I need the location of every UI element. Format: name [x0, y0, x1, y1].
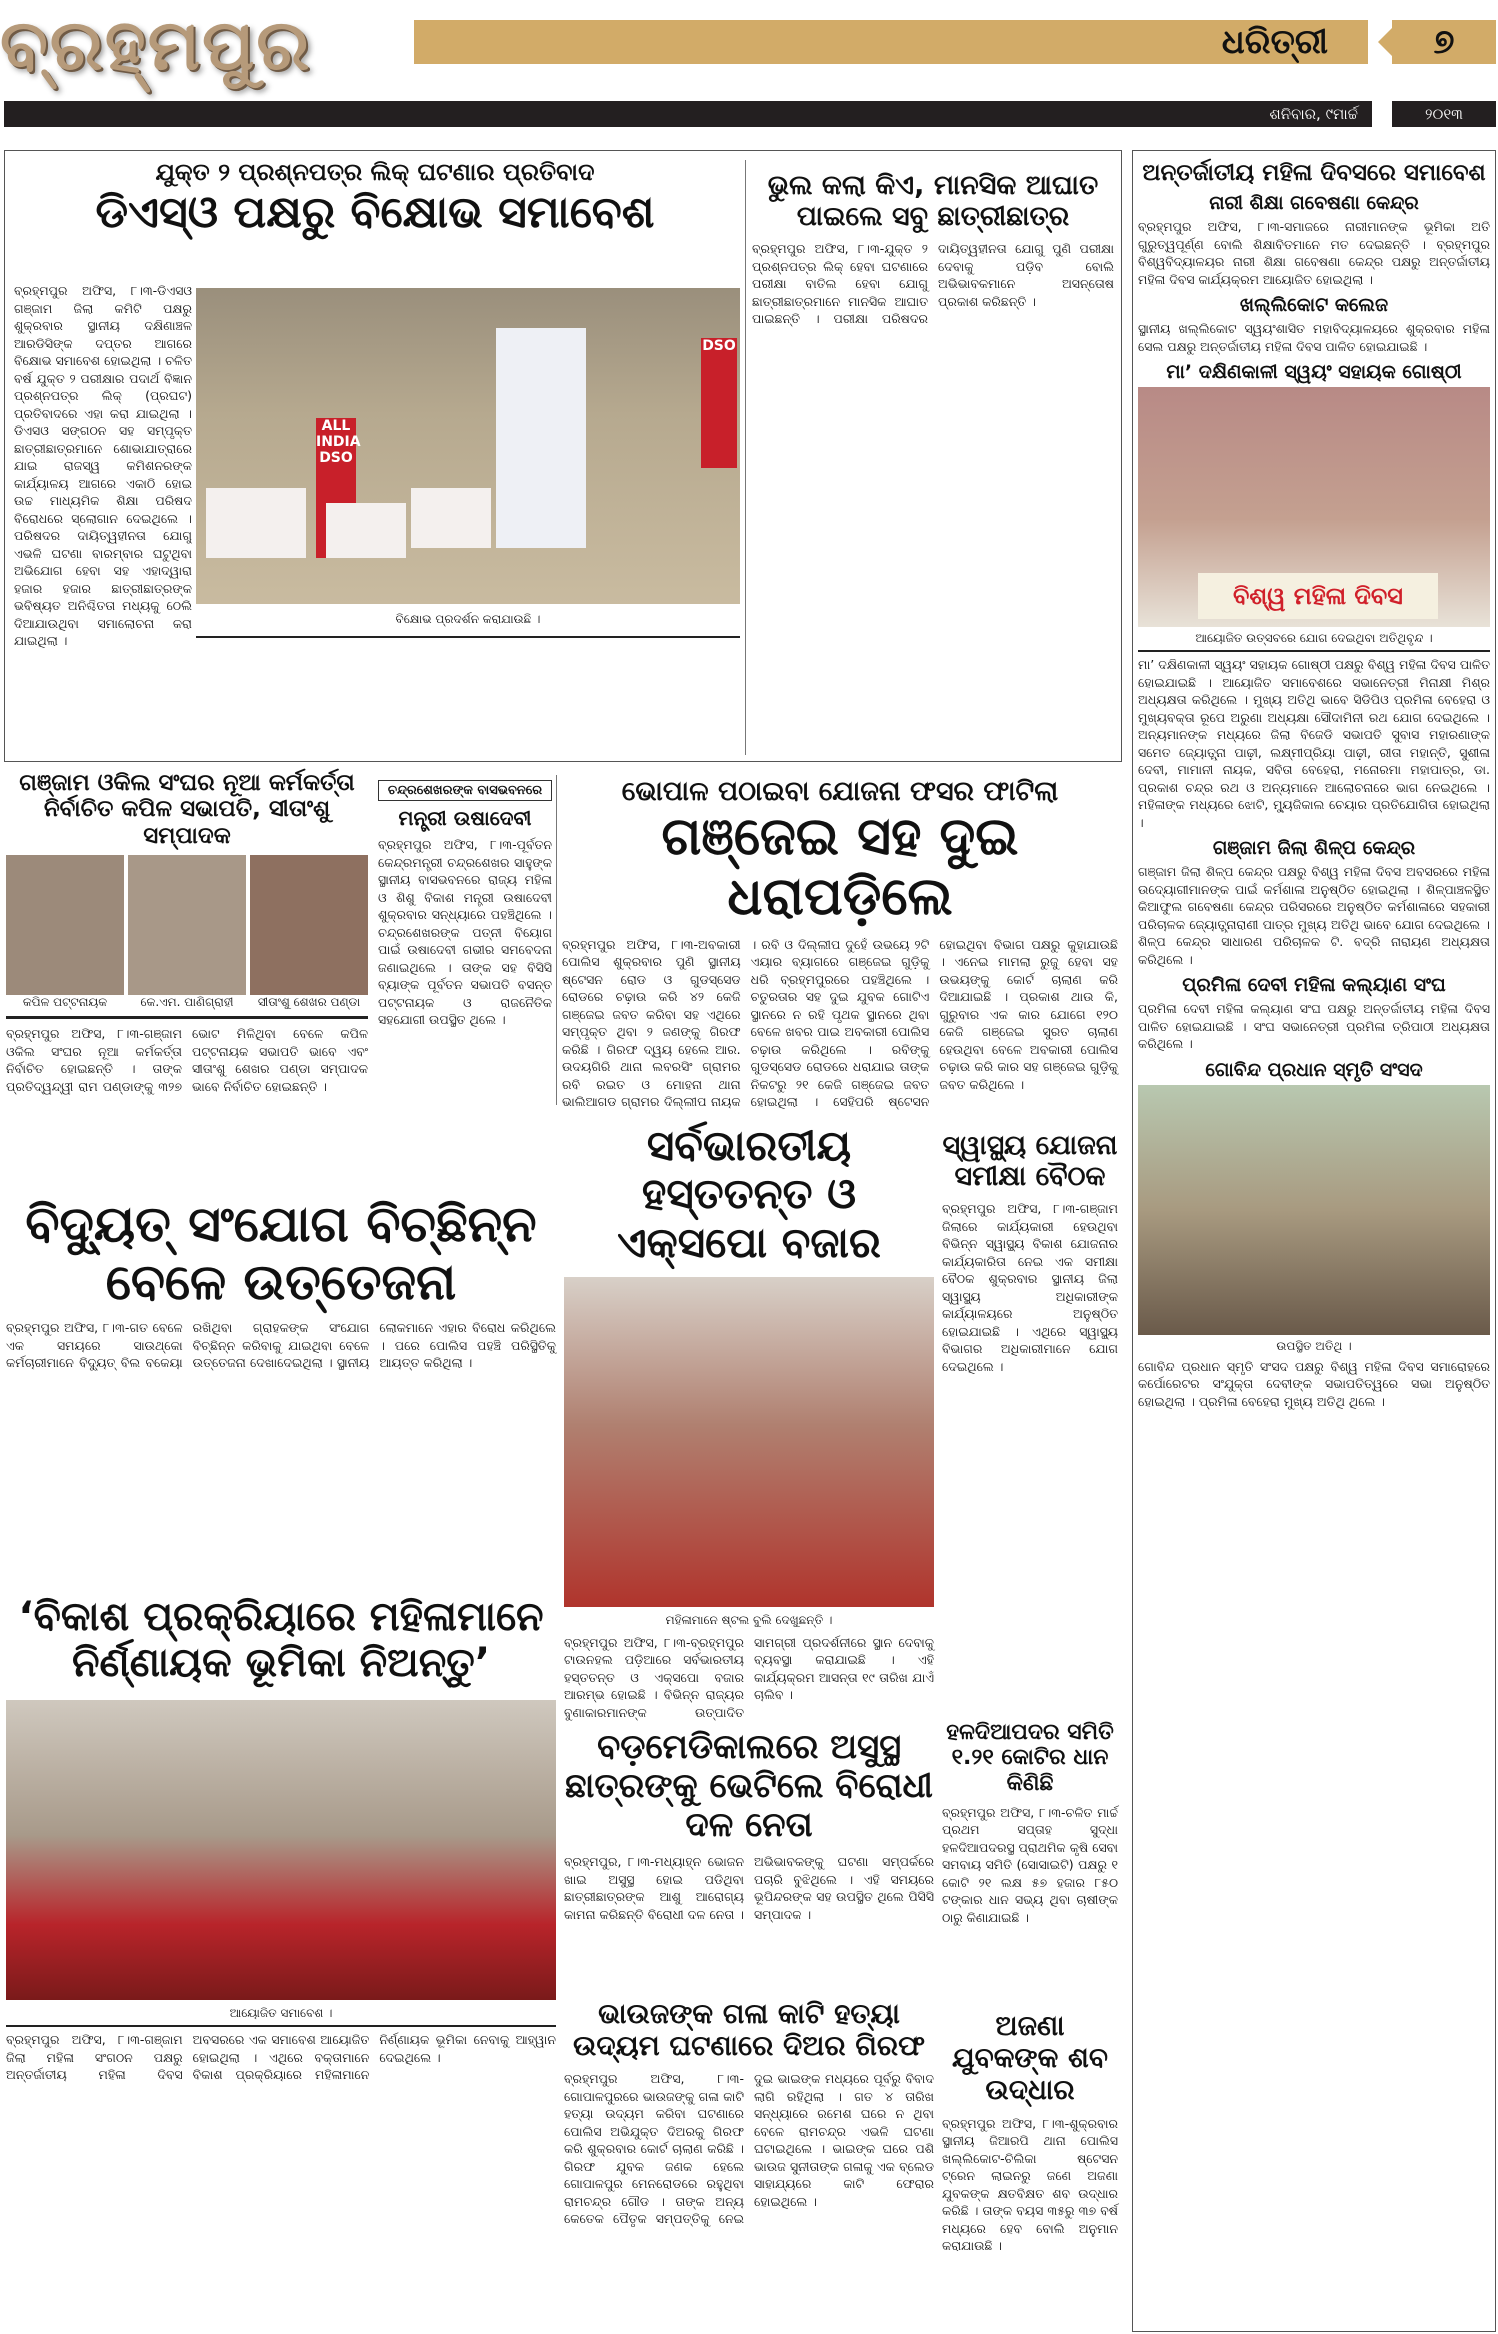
date-bar	[4, 101, 1372, 127]
kicker: ଭୋପାଳ ପଠାଇବା ଯୋଜନା ଫସର ଫାଟିଲା	[621, 776, 1059, 807]
section-body: ସ୍ଥାନୀୟ ଖଲ୍ଲିକୋଟ ସ୍ୱୟଂଶାସିତ ମହାବିଦ୍ୟାଳୟରେ ଶୁକ୍ରବାର ମହିଳା ସେଲ ପକ୍ଷରୁ ଅନ୍ତର୍ଜାତୀୟ ମହିଳା ଦିବସ ପାଳିତ ହୋଇଯାଇଛି ।	[1138, 321, 1490, 354]
story-development	[6, 1594, 556, 2084]
section-title: ଖଲ୍ଲିକୋଟ କଲେଜ	[1239, 294, 1389, 317]
section-title: ପ୍ରମିଳା ଦେବୀ ମହିଳା କଲ୍ୟାଣ ସଂଘ	[1182, 974, 1446, 997]
story-body-found	[942, 2010, 1118, 2255]
story-expo	[564, 1122, 934, 1721]
section-body: ଗୋବିନ୍ଦ ପ୍ରଧାନ ସ୍ମୃତି ସଂସଦ ପକ୍ଷରୁ ବିଶ୍ୱ ମହିଳା ଦିବସ ସମାରୋହରେ କର୍ପୋରେଟର ସଂଯୁକ୍ତା ଦେବୀଙ୍କ ସଭାପତିତ୍ୱରେ ସଭା ଅନୁଷ୍ଠିତ ହୋଇଥିଲା । ପ୍ରମିଳା ବେହେରା ମୁଖ୍ୟ ଅତିଥି ଥିଲେ ।	[1138, 1358, 1490, 1409]
story-health	[942, 1130, 1118, 1375]
section-name: ଧରିତ୍ରୀ	[1221, 22, 1328, 62]
headline: ମନ୍ତ୍ରୀ ଉଷାଦେବୀ	[398, 806, 532, 830]
divider	[196, 636, 740, 638]
placard	[206, 488, 306, 558]
portrait-photo	[6, 855, 124, 995]
placard	[326, 503, 406, 558]
section-body: ପ୍ରମିଳା ଦେବୀ ମହିଳା କଲ୍ୟାଣ ସଂଘ ପକ୍ଷରୁ ଅନ୍ତର୍ଜାତୀୟ ମହିଳା ଦିବସ ପାଳିତ ହୋଇଯାଇଛି । ସଂଘ ସଭାନେତ୍ରୀ ପ୍ରମିଳା ତ୍ରିପାଠୀ ଅଧ୍ୟକ୍ଷତା କରିଥିଲେ ।	[1138, 1001, 1490, 1052]
story-power	[6, 1196, 556, 1372]
section-title: ଗଞ୍ଜାମ ଜିଲା ଶିଳ୍ପ କେନ୍ଦ୍ର	[1212, 837, 1416, 860]
meeting-photo	[6, 1700, 556, 2000]
story-body: ବ୍ରହ୍ମପୁର ଅଫିସ, ୮।୩-ଶୁକ୍ରବାର ସ୍ଥାନୀୟ ଜିଆରପି ଥାନା ପୋଲିସ ଖଲ୍ଲିକୋଟ-ଚିଲିକା ଷ୍ଟେସନ ଟ୍ରେନ ଲାଇନରୁ ଜଣେ ଅଜଣା ଯୁବକଙ୍କ କ୍ଷତବିକ୍ଷତ ଶବ ଉଦ୍ଧାର କରିଛି । ତାଙ୍କ ବୟସ ୩୫ରୁ ୩୭ ବର୍ଷ ମଧ୍ୟରେ ହେବ ବୋଲି ଅନୁମାନ କରାଯାଉଛି ।	[942, 2115, 1118, 2254]
headline: ‘ବିକାଶ ପ୍ରକ୍ରିୟାରେ ମହିଳାମାନେ ନିର୍ଣ୍ଣାୟକ ଭୂମିକା ନିଅନ୍ତୁ’	[18, 1594, 544, 1686]
story-body: ବ୍ରହ୍ମପୁର ଅଫିସ, ୮।୩-ଗଞ୍ଜାମ ଓକିଲ ସଂଘର ନୂଆ କର୍ମକର୍ତ୍ତା ନିର୍ବାଚିତ ହୋଇଛନ୍ତି । ତାଙ୍କ ପ୍ରତିଦ୍ୱନ୍ଦ୍ୱୀ ରାମ ପଣ୍ଡାଙ୍କୁ ୩୨୭ ଭୋଟ ମିଳିଥିବା ବେଳେ କପିଳ ପଟ୍ଟନାୟକ ସଭାପତି ଭାବେ ଏବଂ ସୀତାଂଶୁ ଶେଖର ପଣ୍ଡା ସମ୍ପାଦକ ଭାବେ ନିର୍ବାଚିତ ହୋଇଛନ୍ତି ।	[6, 1026, 368, 1094]
story-paddy	[942, 1720, 1118, 1926]
headline: ସର୍ବଭାରତୀୟ ହସ୍ତତନ୍ତ ଓ ଏକ୍ସପୋ ବଜାର	[617, 1121, 881, 1267]
story-body: ବ୍ରହ୍ମପୁର ଅଫିସ, ୮।୩-ଅବକାରୀ ପୋଲିସ ଶୁକ୍ରବାର ପୁଣି ସ୍ଥାନୀୟ ଷ୍ଟେସନ ରୋଡ ଓ ଗୁଡସ୍‌ସେଡ ରୋଡରେ ଚଢ଼ାଉ କରି ୪୨ କେଜି ଗଞ୍ଜେଇ ଜବତ କରିବା ସହ ଏଥିରେ ସମ୍ପୃକ୍ତ ଥିବା ୨ ଜଣଙ୍କୁ ଗିରଫ କରିଛି । ଗିରଫ ଦ୍ୱୟ ହେଲେ ଆର. ଉଦୟଗିରି ଥାନା ଲବରସିଂ ଗ୍ରାମର ରବି ରଇତ ଓ ମୋହନା ଥାନା ଭାଲିଆଗଡ ଗ୍ରାମର ଦିଲ୍ଲୀପ ନାୟକ । ରବି ଓ ଦିଲ୍ଲୀପ ଦୁହେଁ ଉଭୟେ ୨ଟି ଏୟାର ବ୍ୟାଗରେ ଗଞ୍ଜେଇ ଗୁଡ଼ିକୁ ଧରି ବ୍ରହ୍ମପୁରରେ ପହଞ୍ଚିଥିଲେ । ଚତୁରତାର ସହ ଦୁଇ ଯୁବକ ଗୋଟିଏ ସ୍ଥାନରେ ନ ରହି ପୃଥକ ସ୍ଥାନରେ ଥିବା ବେଳେ ଖବର ପାଇ ଅବକାରୀ ପୋଲିସ ଚଢ଼ାଉ କରିଥିଲେ । ରବିଙ୍କୁ ଗୁଡସ୍‌ସେଡ ରୋଡରେ ଧରାଯାଇ ତାଙ୍କ ନିକଟରୁ ୨୧ କେଜି ଗଞ୍ଜେଇ ଜବତ ହୋଇଥିଲା । ସେହିପରି ଷ୍ଟେସନ ହୋଇଥିବା ବିଭାଗ ପକ୍ଷରୁ କୁହାଯାଉଛି । ଏନେଇ ମାମଲା ରୁଜୁ ହେବା ସହ ଉଭୟଙ୍କୁ କୋର୍ଟ ଚାଲାଣ କରି ଦିଆଯାଇଛି । ପ୍ରକାଶ ଥାଉ କି, ଗୁରୁବାର ଏକ କାର ଯୋଗେ ୧୨୦ କେଜି ଗଞ୍ଜେଇ ସୁରତ ଚାଲାଣ ହେଉଥିବା ବେଳେ ଅବକାରୀ ପୋଲିସ ଚଢ଼ାଉ କରି କାର ସହ ଗଞ୍ଜେଇ ଗୁଡ଼ିକୁ ଜବତ କରିଥିଲେ ।	[562, 936, 1118, 1110]
story-body: ବ୍ରହ୍ମପୁର ଅଫିସ, ୮।୩-ପୂର୍ବତନ କେନ୍ଦ୍ରମନ୍ତ୍ରୀ ଚନ୍ଦ୍ରଶେଖର ସାହୁଙ୍କ ସ୍ଥାନୀୟ ବାସଭବନରେ ରାଜ୍ୟ ମହିଳା ଓ ଶିଶୁ ବିକାଶ ମନ୍ତ୍ରୀ ଉଷାଦେବୀ ଶୁକ୍ରବାର ସନ୍ଧ୍ୟାରେ ପହଞ୍ଚିଥିଲେ । ଚନ୍ଦ୍ରଶେଖରଙ୍କ ପତ୍ନୀ ବିୟୋଗ ପାଇଁ ଉଷାଦେବୀ ଗଭୀର ସମବେଦନା ଜଣାଇଥିଲେ । ତାଙ୍କ ସହ ବିସିସି ବ୍ୟାଙ୍କ ପୂର୍ବତନ ସଭାପତି ବସନ୍ତ ପଟ୍ଟନାୟକ ଓ ରାଜନୈତିକ ସହଯୋଗୀ ଉପସ୍ଥିତ ଥିଲେ ।	[378, 837, 552, 1027]
story-body: ବ୍ରହ୍ମପୁର ଅଫିସ, ୮।୩-ଗଞ୍ଜାମ ଜିଲା ମହିଳା ସଂଗଠନ ପକ୍ଷରୁ ଅନ୍ତର୍ଜାତୀୟ ମହିଳା ଦିବସ ଅବସରରେ ଏକ ସମାବେଶ ଆୟୋଜିତ ହୋଇଥିଲା । ଏଥିରେ ବକ୍ତାମାନେ ବିକାଶ ପ୍ରକ୍ରିୟାରେ ମହିଳାମାନେ ନିର୍ଣ୍ଣାୟକ ଭୂମିକା ନେବାକୁ ଆହ୍ୱାନ ଦେଇଥିଲେ ।	[6, 2032, 556, 2082]
effigy	[496, 328, 586, 548]
story-mistake	[752, 170, 1114, 328]
event-photo	[1138, 1085, 1490, 1335]
section-banner	[414, 20, 1368, 64]
divider	[1138, 650, 1490, 652]
placard	[411, 488, 491, 548]
section-body: ମା’ ଦକ୍ଷିଣକାଳୀ ସ୍ୱୟଂ ସହାୟକ ଗୋଷ୍ଠୀ ପକ୍ଷରୁ ବିଶ୍ୱ ମହିଳା ଦିବସ ପାଳିତ ହୋଇଯାଇଛି । ଆୟୋଜିତ ସମାବେଶରେ ସଭାନେତ୍ରୀ ମିନାକ୍ଷୀ ମିଶ୍ର ଅଧ୍ୟକ୍ଷତା କରିଥିଲେ । ମୁଖ୍ୟ ଅତିଥି ଭାବେ ସିଡିପିଓ ପ୍ରମିଳା ବେହେରା ଓ ମୁଖ୍ୟବକ୍ତା ରୂପେ ଅରୁଣା ଅଧ୍ୟକ୍ଷା ସୌଦାମିନୀ ରଥ ଯୋଗ ଦେଇଥିଲେ । ଅନ୍ୟମାନଙ୍କ ମଧ୍ୟରେ ଜିଲା ବିଜେଡି ସଭାପତି ସୁବାସ ମହାରଣାଙ୍କ ସମେତ ଜ୍ୟୋତ୍ସ୍ନା ପାଢ଼ୀ, ଲକ୍ଷ୍ମୀପ୍ରିୟା ପାଢ଼ୀ, ରୀତା ମହାନ୍ତି, ସୁଶୀଳା ଦେବୀ, ମାମାନୀ ନାୟକ, ସବିତା ବେହେରା, ମନୋରମା ମହାପାତ୍ର, ଡା. ପ୍ରକାଶ ଚନ୍ଦ୍ର ରଥ ଓ ଅନ୍ୟମାନେ ଆଲୋଚନାରେ ଭାଗ ନେଇଥିଲେ । ମହିଳାଙ୍କ ମଧ୍ୟରେ ଝୋଟି, ମ୍ୟୁଜିକାଲ ଚେୟାର ପ୍ରତିଯୋଗିତା ହୋଇଥିଲା ।	[1138, 657, 1490, 830]
placard: ALL INDIA DSO	[316, 418, 356, 558]
portrait-photo	[250, 855, 368, 995]
headline: ଭାଉଜଙ୍କ ଗଳା କାଟି ହତ୍ୟା ଉଦ୍ୟମ ଘଟଣାରେ ଦିଅର ଗିରଫ	[573, 1997, 925, 2063]
page-number: ୭	[1392, 20, 1496, 64]
photo-caption: ଆୟୋଜିତ ସମାବେଶ ।	[229, 2006, 333, 2020]
headline: ଗଞ୍ଜାମ ଓକିଲ ସଂଘର ନୂଆ କର୍ମକର୍ତ୍ତା ନିର୍ବାଚିତ କପିଳ ସଭାପତି, ସୀତାଂଶୁ ସମ୍ପାଦକ	[19, 770, 355, 849]
photo-caption: ଉପସ୍ଥିତ ଅତିଥି ।	[1276, 1338, 1352, 1353]
portrait-photo	[128, 855, 246, 995]
story-lawyers	[6, 770, 368, 1095]
story-ganja	[562, 776, 1118, 1111]
story-body: ବ୍ରହ୍ମପୁର ଅଫିସ, ୮।୩-ଚଳିତ ମାର୍ଚ୍ଚ ପ୍ରଥମ ସପ୍ତାହ ସୁଦ୍ଧା ହଳଦିଆପଦରସ୍ଥ ପ୍ରାଥମିକ କୃଷି ସେବା ସମବାୟ ସମିତି (ସୋସାଇଟି) ପକ୍ଷରୁ ୧ କୋଟି ୨୧ ଲକ୍ଷ ୫୭ ହଜାର ୮୫୦ ଟଙ୍କାର ଧାନ ସଭ୍ୟ ଥିବା ଚାଷୀଙ୍କ ଠାରୁ କିଣାଯାଇଛି ।	[942, 1804, 1118, 1925]
event-banner: ବିଶ୍ୱ ମହିଳା ଦିବସ	[1198, 573, 1438, 619]
headline: ଭୁଲ କଲା କିଏ, ମାନସିକ ଆଘାତ ପାଇଲେ ସବୁ ଛାତ୍ରୀଛାତ୍ର	[767, 170, 1099, 233]
story-body: ବ୍ରହ୍ମପୁର ଅଫିସ, ୮।୩- ଗୋପାଳପୁରରେ ଭାଉଜଙ୍କୁ ଗଳା କାଟି ହତ୍ୟା ଉଦ୍ୟମ କରିବା ଘଟଣାରେ ପୋଲିସ ଅଭିଯୁକ୍ତ ଦିଅରକୁ ଗିରଫ କରି ଶୁକ୍ରବାର କୋର୍ଟ ଚାଲାଣ କରିଛି । ଗିରଫ ଯୁବକ ଜଣକ ହେଲେ ଗୋପାଳପୁର ମେନରୋଡରେ ରହୁଥିବା ରାମଚନ୍ଦ୍ର ଗୌଡ । ତାଙ୍କ ଅନ୍ୟ କେତେକ ପୈତୃକ ସମ୍ପତ୍ତିକୁ ନେଇ ଦୁଇ ଭାଇଙ୍କ ମଧ୍ୟରେ ପୂର୍ବରୁ ବିବାଦ ଲାଗି ରହିଥିଲା । ଗତ ୪ ତାରିଖ ସନ୍ଧ୍ୟାରେ ରମେଶ ଘରେ ନ ଥିବା ବେଳେ ରାମଚନ୍ଦ୍ର ଏଭଳି ଘଟଣା ଘଟାଇଥିଲେ । ଭାଇଙ୍କ ଘରେ ପଶି ଭାଉଜ ସୁନୀତାଙ୍କ ଗଳାକୁ ଏକ ବ୍ଲେଡ ସାହାଯ୍ୟରେ କାଟି ଫେରାର ହୋଇଥିଲେ ।	[564, 2071, 934, 2227]
story-body: ବ୍ରହ୍ମପୁର ଅଫିସ, ୮।୩-ବ୍ରହ୍ମପୁର ଟାଉନହଲ ପଡ଼ିଆରେ ସର୍ବଭାରତୀୟ ହସ୍ତତନ୍ତ ଓ ଏକ୍ସପୋ ବଜାର ଆରମ୍ଭ ହୋଇଛି । ବିଭିନ୍ନ ରାଜ୍ୟର ବୁଣାକାରମାନଙ୍କ ଉତ୍ପାଦିତ ସାମଗ୍ରୀ ପ୍ରଦର୍ଶନୀରେ ସ୍ଥାନ ଦେବାକୁ ବ୍ୟବସ୍ଥା କରାଯାଇଛି । ଏହି କାର୍ଯ୍ୟକ୍ରମ ଆସନ୍ତା ୧୯ ତାରିଖ ଯାଏଁ ଚାଲିବ ।	[564, 1634, 934, 1720]
story-minister	[378, 780, 552, 1029]
expo-photo	[564, 1277, 934, 1607]
photo-caption: ଆୟୋଜିତ ଉତ୍ସବରେ ଯୋଗ ଦେଇଥିବା ଅତିଥିବୃନ୍ଦ ।	[1195, 631, 1433, 646]
sidebar-headline: ଅନ୍ତର୍ଜାତୀୟ ମହିଳା ଦିବସରେ ସମାବେଶ	[1142, 160, 1486, 186]
story-body: ବ୍ରହ୍ମପୁର, ୮।୩-ମଧ୍ୟାହ୍ନ ଭୋଜନ ଖାଇ ଅସୁସ୍ଥ ହୋଇ ପଡିଥିବା ଛାତ୍ରୀଛାତ୍ରଙ୍କ ଆଶୁ ଆରୋଗ୍ୟ କାମନା କରିଛନ୍ତି ବିରୋଧୀ ଦଳ ନେତା । ଅଭିଭାବକଙ୍କୁ ଘଟଣା ସମ୍ପର୍କରେ ପଚାରି ବୁଝିଥିଲେ । ଏହି ସମୟରେ ଭୂପିନ୍ଦରଙ୍କ ସହ ଉପସ୍ଥିତ ଥିଲେ ପିସିସି ସମ୍ପାଦକ ।	[564, 1854, 934, 1922]
photo-caption: ବିକ୍ଷୋଭ ପ୍ରଦର୍ଶନ କରାଯାଉଛି ।	[395, 612, 541, 626]
protest-photo	[196, 288, 740, 604]
headline: ବଡ଼ମେଡିକାଲରେ ଅସୁସ୍ଥ ଛାତ୍ରଙ୍କୁ ଭେଟିଲେ ବିରୋଧୀ ଦଳ ନେତା	[565, 1727, 933, 1846]
column-divider	[745, 160, 746, 755]
section-body: ଗଞ୍ଜାମ ଜିଲା ଶିଳ୍ପ କେନ୍ଦ୍ର ପକ୍ଷରୁ ବିଶ୍ୱ ମହିଳା ଦିବସ ଅବସରରେ ମହିଳା ଉଦ୍ୟୋଗୀମାନଙ୍କ ପାଇଁ କର୍ମଶାଳା ଅନୁଷ୍ଠିତ ହୋଇଥିଲା । ଶିଳ୍ପାଞ୍ଚଳସ୍ଥିତ କିଆଫୁଲ ଗବେଷଣା କେନ୍ଦ୍ର ପରିସରରେ ଅନୁଷ୍ଠିତ କର୍ମଶାଳାରେ ସହକାରୀ ପରିଚାଳକ ଜ୍ୟୋତ୍ସ୍ନାରାଣୀ ପାତ୍ର ମୁଖ୍ୟ ଅତିଥି ଭାବେ ଯୋଗ ଦେଇଥିଲେ । ଶିଳ୍ପ କେନ୍ଦ୍ର ସାଧାରଣ ପରିଚାଳକ ଟି. ବଦ୍ରି ନାରାୟଣ ଅଧ୍ୟକ୍ଷତା କରିଥିଲେ ।	[1138, 864, 1490, 967]
divider	[6, 2025, 556, 2027]
divider	[6, 1016, 368, 1019]
year: ୨୦୧୩	[1392, 101, 1496, 127]
portrait: କେ.ଏମ. ପାଣିଗ୍ରାହୀ	[128, 855, 246, 1010]
headline: ବିଦ୍ୟୁତ୍ ସଂଯୋଗ ବିଚ୍ଛିନ୍ନ ବେଳେ ଉତ୍ତେଜନା	[25, 1195, 537, 1311]
date: ଶନିବାର, ୯ମାର୍ଚ୍ଚ	[1269, 105, 1358, 123]
section-title: ମା’ ଦକ୍ଷିଣକାଳୀ ସ୍ୱୟଂ ସହାୟକ ଗୋଷ୍ଠୀ	[1166, 361, 1462, 384]
story-medical	[564, 1728, 934, 1923]
column-divider	[556, 775, 557, 1105]
portrait-row	[6, 855, 368, 1010]
story-body: ବ୍ରହ୍ମପୁର ଅଫିସ, ୮।୩-ଗତ ବେଳେ ଏକ ସମୟରେ ସାଉଥ୍‌କୋ କର୍ମଚାରୀମାନେ ବିଦ୍ୟୁତ୍ ବିଲ ବକେୟା ରଖିଥିବା ଗ୍ରାହକଙ୍କ ସଂଯୋଗ ବିଚ୍ଛିନ୍ନ କରିବାକୁ ଯାଇଥିବା ବେଳେ ଉତ୍ତେଜନା ଦେଖାଦେଇଥିଲା । ସ୍ଥାନୀୟ ଲୋକମାନେ ଏହାର ବିରୋଧ କରିଥିଲେ । ପରେ ପୋଲିସ ପହଞ୍ଚି ପରିସ୍ଥିତିକୁ ଆୟତ୍ତ କରିଥିଲା ।	[6, 1320, 556, 1370]
section-title: ନାରୀ ଶିକ୍ଷା ଗବେଷଣା କେନ୍ଦ୍ର	[1209, 192, 1419, 215]
kicker: ଯୁକ୍ତ ୨ ପ୍ରଶ୍ନପତ୍ର ଲିକ୍ ଘଟଣାର ପ୍ରତିବାଦ	[155, 158, 595, 186]
portrait: ସୀତାଂଶୁ ଶେଖର ପଣ୍ଡା	[250, 855, 368, 1010]
newspaper-logo: ବ୍ରହ୍ମପୁର	[0, 3, 312, 86]
headline: ସ୍ୱାସ୍ଥ୍ୟ ଯୋଜନା ସମୀକ୍ଷା ବୈଠକ	[942, 1130, 1118, 1193]
section-body: ବ୍ରହ୍ମପୁର ଅଫିସ, ୮।୩-ସମାଜରେ ନାରୀମାନଙ୍କ ଭୂମିକା ଅତି ଗୁରୁତ୍ୱପୂର୍ଣ୍ଣ ବୋଲି ଶିକ୍ଷାବିତମାନେ ମତ ଦେଇଛନ୍ତି । ବ୍ରହ୍ମପୁର ବିଶ୍ୱବିଦ୍ୟାଳୟର ନାରୀ ଶିକ୍ଷା ଗବେଷଣା କେନ୍ଦ୍ର ପକ୍ଷରୁ ଅନ୍ତର୍ଜାତୀୟ ମହିଳା ଦିବସ କାର୍ଯ୍ୟକ୍ରମ ଆୟୋଜିତ ହୋଇଥିଲା ।	[1138, 219, 1490, 287]
kicker: ଚନ୍ଦ୍ରଶେଖରଙ୍କ ବାସଭବନରେ	[378, 780, 552, 801]
sidebar-content	[1138, 160, 1490, 1410]
story-dso-body: ବ୍ରହ୍ମପୁର ଅଫିସ, ୮।୩-ଡିଏସଓ ଗଞ୍ଜାମ ଜିଲା କମିଟି ପକ୍ଷରୁ ଶୁକ୍ରବାର ସ୍ଥାନୀୟ ଦକ୍ଷିଣାଞ୍ଚଳ ଆରଡିସିଙ୍କ ଦପ୍ତର ଆଗରେ ବିକ୍ଷୋଭ ସମାବେଶ ହୋଇଥିଲା । ଚଳିତ ବର୍ଷ ଯୁକ୍ତ ୨ ପରୀକ୍ଷାର ପଦାର୍ଥ ବିଜ୍ଞାନ ପ୍ରଶ୍ନପତ୍ର ଲିକ୍ (ପ୍ରଘଟ) ପ୍ରତିବାଦରେ ଏହା କରା ଯାଇଥିଲା । ଡିଏସଓ ସଙ୍ଗଠନ ସହ ସମ୍ପୃକ୍ତ ଛାତ୍ରୀଛାତ୍ରମାନେ ଶୋଭାଯାତ୍ରାରେ ଯାଇ ରାଜସ୍ୱ କମିଶନରଙ୍କ କାର୍ଯ୍ୟାଳୟ ଆଗରେ ଏକାଠି ହୋଇ ଉଚ୍ଚ ମାଧ୍ୟମିକ ଶିକ୍ଷା ପରିଷଦ ବିରୋଧରେ ସ୍ଲୋଗାନ ଦେଇଥିଲେ । ପରିଷଦର ଦାୟିତ୍ୱହୀନତା ଯୋଗୁ ଏଭଳି ଘଟଣା ବାରମ୍ବାର ଘଟୁଥିବା ଅଭିଯୋଗ ହେବା ସହ ଏହାଦ୍ୱାରା ହଜାର ହଜାର ଛାତ୍ରୀଛାତ୍ରଙ୍କ ଭବିଷ୍ୟତ ଅନିଶ୍ଚିତତା ମଧ୍ୟକୁ ଠେଲି ଦିଆଯାଉଥିବା ସମାଲୋଚନା କରା ଯାଇଥିଲା ।	[14, 283, 192, 648]
story-murder	[564, 1998, 934, 2228]
event-photo	[1138, 387, 1490, 627]
photo-caption: ମହିଳାମାନେ ଷ୍ଟଲ ବୁଲି ଦେଖୁଛନ୍ତି ।	[665, 1612, 833, 1627]
headline: ଅଜଣା ଯୁବକଙ୍କ ଶବ ଉଦ୍ଧାର	[952, 2009, 1108, 2107]
section-title: ଗୋବିନ୍ଦ ପ୍ରଧାନ ସ୍ମୃତି ସଂସଦ	[1205, 1058, 1423, 1081]
story-dso	[10, 158, 740, 239]
headline: ଗଞ୍ଜେଇ ସହ ଦୁଇ ଧରାପଡ଼ିଲେ	[661, 807, 1019, 927]
headline: ହଳଦିଆପଦର ସମିତି ୧.୨୧ କୋଟିର ଧାନ କିଣିଛି	[946, 1720, 1114, 1796]
portrait: କପିଳ ପଟ୍ଟନାୟକ	[6, 855, 124, 1010]
story-body: ବ୍ରହ୍ମପୁର ଅଫିସ, ୮।୩-ଯୁକ୍ତ ୨ ପ୍ରଶ୍ନପତ୍ର ଲିକ୍ ହେବା ଘଟଣାରେ ପରୀକ୍ଷା ବାତିଲ ହେବା ଯୋଗୁ ଛାତ୍ରୀଛାତ୍ରମାନେ ମାନସିକ ଆଘାତ ପାଇଛନ୍ତି । ପରୀକ୍ଷା ପରିଷଦର ଦାୟିତ୍ୱହୀନତା ଯୋଗୁ ପୁଣି ପରୀକ୍ଷା ଦେବାକୁ ପଡ଼ିବ ବୋଲି ଅଭିଭାବକମାନେ ଅସନ୍ତୋଷ ପ୍ରକାଶ କରିଛନ୍ତି ।	[752, 241, 1114, 327]
story-body: ବ୍ରହ୍ମପୁର ଅଫିସ, ୮।୩-ଗଞ୍ଜାମ ଜିଲାରେ କାର୍ଯ୍ୟକାରୀ ହେଉଥିବା ବିଭିନ୍ନ ସ୍ୱାସ୍ଥ୍ୟ ବିକାଶ ଯୋଜନାର କାର୍ଯ୍ୟକାରିତା ନେଇ ଏକ ସମୀକ୍ଷା ବୈଠକ ଶୁକ୍ରବାର ସ୍ଥାନୀୟ ଜିଲା ସ୍ୱାସ୍ଥ୍ୟ ଅଧିକାରୀଙ୍କ କାର୍ଯ୍ୟାଳୟରେ ଅନୁଷ୍ଠିତ ହୋଇଯାଇଛି । ଏଥିରେ ସ୍ୱାସ୍ଥ୍ୟ ବିଭାଗର ଅଧିକାରୀମାନେ ଯୋଗ ଦେଇଥିଲେ ।	[942, 1201, 1118, 1374]
placard: DSO	[701, 338, 737, 468]
headline: ଡିଏସ୍‌ଓ ପକ୍ଷରୁ ବିକ୍ଷୋଭ ସମାବେଶ	[95, 187, 655, 238]
